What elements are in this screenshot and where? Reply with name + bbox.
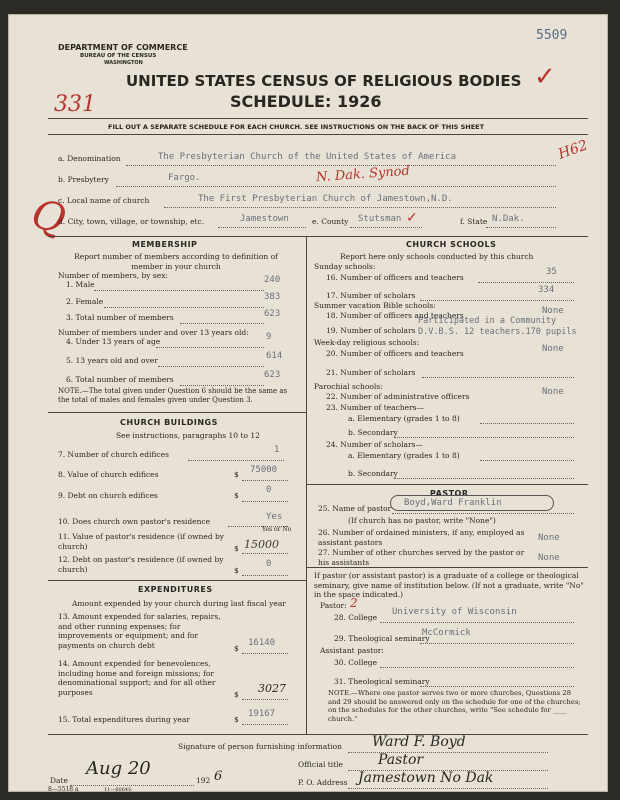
pastor-title: PASTOR <box>430 489 469 498</box>
membership-row-label: 1. Male <box>66 280 95 289</box>
census-schedule-sheet <box>8 14 608 792</box>
membership-row-value: 623 <box>264 309 281 319</box>
q29-label: 29. Theological seminary <box>334 634 430 643</box>
q26-label: 26. Number of ordained ministers, if any, employed as assistant pastors <box>318 528 525 547</box>
state-label: f. State <box>460 217 488 226</box>
building-row-value: 15000 <box>244 538 279 551</box>
presbytery-label: b. Presbytery <box>58 175 109 184</box>
city-value: Jamestown <box>240 214 289 224</box>
school-row-label: 22. Number of administrative officers <box>326 392 470 401</box>
membership-note: NOTE.—The total given under Question 6 should be the same as the total of males and females given under Question 3. <box>58 387 288 404</box>
signature-label: Signature of person furnishing information <box>178 742 342 751</box>
address-label: P. O. Address <box>298 778 348 787</box>
weekday-heading: Week-day religious schools: <box>314 338 420 347</box>
year-prefix: 192 <box>196 776 211 785</box>
buildings-subtitle: See instructions, paragraphs 10 to 12 <box>116 431 260 440</box>
department-label: DEPARTMENT OF COMMERCE <box>58 43 188 52</box>
check-mark-icon: ✓ <box>534 62 556 92</box>
building-row-label: 7. Number of church edifices <box>58 450 169 459</box>
membership-row-value: 9 <box>266 332 272 342</box>
q31-label: 31. Theological seminary <box>334 677 430 686</box>
expenditure-row-value: 16140 <box>248 638 276 648</box>
red-q-mark: Q <box>26 190 71 244</box>
school-row-label: 24. Number of scholars— <box>326 440 423 449</box>
membership-row-value: 614 <box>266 351 283 361</box>
form-code: 8—5518 a <box>48 786 79 793</box>
building-row-label: 12. Debt on pastor's residence (if owned by church) <box>58 555 224 574</box>
schools-title: CHURCH SCHOOLS <box>406 240 497 249</box>
building-row-value: 1 <box>274 445 280 455</box>
building-row-value: 0 <box>266 559 272 569</box>
expenditures-subtitle: Amount expended by your church during last fiscal year <box>72 599 286 608</box>
local-name-value: The First Presbyterian Church of Jamestown,N.D. <box>198 194 453 204</box>
county-label: e. County <box>312 217 349 226</box>
pastor-note: NOTE.—Where one pastor serves two or more churches, Questions 28 and 29 should be answered only on the schedule for one of the churches; on the schedules for the other churches, write "See schedule for ____ church." <box>328 689 581 723</box>
school-row-value: None <box>542 306 564 316</box>
bureau-label: BUREAU OF THE CENSUS <box>80 53 157 59</box>
denomination-value: The Presbyterian Church of the United States of America <box>158 152 457 162</box>
school-row-value: None <box>542 344 564 354</box>
expenditure-row-value: 19167 <box>248 709 276 719</box>
age-heading: Number of members under and over 13 years old: <box>58 328 249 337</box>
county-value: Stutsman <box>358 214 402 224</box>
dollar-sign: $ <box>234 690 239 699</box>
sunday-heading: Sunday schools: <box>314 262 376 271</box>
school-row-value: 334 <box>538 285 555 295</box>
school-row-label: 23. Number of teachers— <box>326 403 425 412</box>
q28-value: University of Wisconsin <box>392 607 517 617</box>
parochial-heading: Parochial schools: <box>314 382 383 391</box>
dollar-sign: $ <box>234 715 239 724</box>
school-row-label: b. Secondary <box>348 469 398 478</box>
building-row-value: 0 <box>266 485 272 495</box>
yes-no-hint: Yes or No <box>262 526 292 533</box>
dollar-sign: $ <box>234 566 239 575</box>
school-row-label: b. Secondary <box>348 428 398 437</box>
school-row-label: a. Elementary (grades 1 to 8) <box>348 451 460 460</box>
print-code: 11—6064S <box>104 787 132 793</box>
dollar-sign: $ <box>234 491 239 500</box>
pastor-name-value: Boyd,Ward Franklin <box>404 498 502 508</box>
schools-intro: Report here only schools conducted by this church <box>340 252 534 261</box>
membership-row-value: 623 <box>264 370 281 380</box>
building-row-label: 11. Value of pastor's residence (if owned by church) <box>58 532 225 551</box>
school-row-label: 20. Number of officers and teachers <box>326 349 464 358</box>
expenditure-row-value: 3027 <box>258 682 286 695</box>
membership-row-label: 5. 13 years old and over <box>66 356 158 365</box>
red-number: 331 <box>54 92 96 117</box>
official-title-value: Pastor <box>378 752 424 768</box>
instruction-line: FILL OUT A SEPARATE SCHEDULE FOR EACH CHURCH. SEE INSTRUCTIONS ON THE BACK OF THIS SHEET <box>108 123 485 131</box>
date-label: Date <box>50 776 68 785</box>
dollar-sign: $ <box>234 470 239 479</box>
schedule-title: SCHEDULE: 1926 <box>230 92 382 111</box>
school-row-label: a. Elementary (grades 1 to 8) <box>348 414 460 423</box>
form-title: UNITED STATES CENSUS OF RELIGIOUS BODIES <box>126 72 522 90</box>
official-title-label: Official title <box>298 760 343 769</box>
membership-intro: Report number of members according to definition of member in your church <box>74 252 278 271</box>
by-sex-heading: Number of members, by sex: <box>58 271 168 280</box>
vacation-heading: Summer vacation Bible schools: <box>314 301 436 310</box>
pastor-red-mark: 2 <box>350 596 358 610</box>
county-check-icon: ✓ <box>406 210 418 226</box>
building-row-label: 8. Value of church edifices <box>58 470 159 479</box>
presbytery-note: N. Dak. Synod <box>315 163 411 186</box>
pastor-name-label: 25. Name of pastor <box>318 504 392 513</box>
building-row-label: 10. Does church own pastor's residence <box>58 517 211 526</box>
q28-label: 28. College <box>334 613 378 622</box>
q27-label: 27. Number of other churches served by the pastor or his assistants <box>318 548 525 567</box>
school-row-label: 17. Number of scholars <box>326 291 416 300</box>
form-number: 5509 <box>536 28 568 43</box>
expenditure-row-label: 15. Total expenditures during year <box>58 715 190 724</box>
membership-row-label: 2. Female <box>66 297 104 306</box>
local-name-label: c. Local name of church <box>58 196 150 205</box>
expenditures-title: EXPENDITURES <box>138 585 213 594</box>
school-row-value: Participated in a Community D.V.B.S. 12 teachers.170 pupils <box>418 316 577 337</box>
membership-row-value: 383 <box>264 292 281 302</box>
date-value: Aug 20 <box>86 758 151 779</box>
building-row-value: 75000 <box>250 465 278 475</box>
membership-row-value: 240 <box>264 275 281 285</box>
year-suffix: 6 <box>214 769 223 784</box>
pastor-name-hint: (If church has no pastor, write "None") <box>348 516 496 525</box>
college-intro: If pastor (or assistant pastor) is a graduate of a college or theological seminary, give name of institution below. (If not a graduate, write "No" in the space indicated.) <box>314 571 584 599</box>
q30-label: 30. College <box>334 658 378 667</box>
expenditure-row-label: 13. Amount expended for salaries, repairs, and other running expenses; for improvements or equipment; and for payments on church debt <box>58 612 221 650</box>
assistant-label: Assistant pastor: <box>320 646 384 655</box>
pastor-sub-label: Pastor: <box>320 601 347 610</box>
buildings-title: CHURCH BUILDINGS <box>120 418 218 427</box>
presbytery-value: Fargo. <box>168 173 201 183</box>
school-row-value: None <box>542 387 564 397</box>
pastor-name-circle <box>390 495 554 511</box>
school-row-value: 35 <box>546 267 557 277</box>
membership-row-label: 3. Total number of members <box>66 313 174 322</box>
school-row-label: 16. Number of officers and teachers <box>326 273 464 282</box>
membership-row-label: 6. Total number of members <box>66 375 174 384</box>
expenditure-row-label: 14. Amount expended for benevolences, including home and foreign missions; for denominational support; and for all other purposes <box>58 659 216 697</box>
state-value: N.Dak. <box>492 214 525 224</box>
city-field-label: d. City, town, village, or township, etc. <box>58 217 205 226</box>
dollar-sign: $ <box>234 644 239 653</box>
q26-value: None <box>538 533 560 543</box>
membership-title: MEMBERSHIP <box>132 240 198 249</box>
school-row-label: 19. Number of scholars <box>326 326 416 335</box>
signature-value: Ward F. Boyd <box>372 734 466 750</box>
q27-value: None <box>538 553 560 563</box>
building-row-value: Yes <box>266 512 283 522</box>
building-row-label: 9. Debt on church edifices <box>58 491 158 500</box>
school-row-label: 18. Number of officers and teachers <box>326 311 464 320</box>
q29-value: McCormick <box>422 628 471 638</box>
dollar-sign: $ <box>234 544 239 553</box>
school-row-label: 21. Number of scholars <box>326 368 416 377</box>
membership-row-label: 4. Under 13 years of age <box>66 337 161 346</box>
city-label: WASHINGTON <box>104 60 143 66</box>
denomination-label: a. Denomination <box>58 154 121 163</box>
address-value: Jamestown No Dak <box>358 770 494 786</box>
denomination-code: H62 <box>556 137 590 163</box>
